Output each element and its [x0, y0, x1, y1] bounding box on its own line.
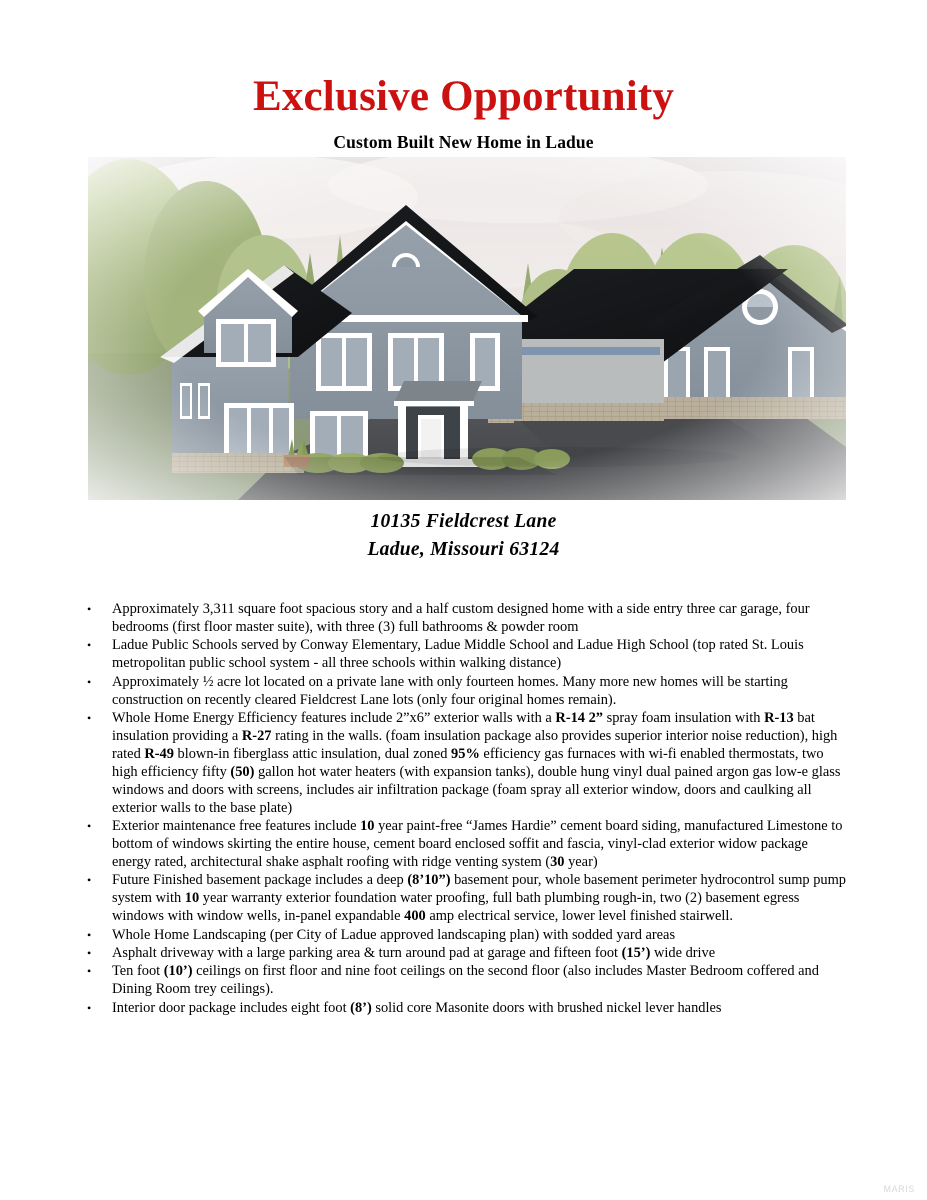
property-rendering-image [88, 157, 846, 500]
address-city-state-zip: Ladue, Missouri 63124 [367, 538, 560, 560]
feature-text: Asphalt driveway with a large parking area & turn around pad at garage and fifteen foot [112, 945, 622, 962]
page-subtitle: Custom Built New Home in Ladue [333, 132, 594, 152]
feature-emphasis: R-49 [144, 745, 174, 762]
feature-text: gallon hot water heaters (with expansion tanks), double hung vinyl dual pained argon gas low-e glass windows and doors with screens, includes air infiltration package (foam spray all exterior window, doors and caulking all exterior walls to the base plate) [112, 763, 841, 816]
feature-emphasis: R-13 [764, 710, 794, 727]
feature-list [84, 601, 849, 1018]
feature-text: Ten foot [112, 963, 164, 980]
feature-text: year warranty exterior foundation water proofing, full bath plumbing rough-in, two (2) basement egress windows with window wells, in-panel expandable [112, 890, 800, 925]
feature-text: Future Finished basement package includes a deep [112, 872, 408, 889]
feature-text: Whole Home Landscaping (per City of Ladue approved landscaping plan) with sodded yard areas [112, 926, 676, 943]
feature-item [84, 818, 849, 872]
house-rendering-svg [88, 157, 846, 500]
feature-text: year paint-free “James Hardie” cement board siding, manufactured Limestone to bottom of windows skirting the entire house, cement board enclosed soffit and fascia, vinyl-clad exterior widow package energy rated, architectural shake asphalt roofing with ridge venting system ( [112, 818, 843, 870]
feature-emphasis: 30 [550, 853, 565, 870]
feature-text: efficiency gas furnaces with wi-fi enabled thermostats, two high efficiency fifty [112, 745, 824, 780]
maris-watermark: MARIS [883, 1184, 915, 1194]
feature-text: Ladue Public Schools served by Conway Elementary, Ladue Middle School and Ladue High School (top rated St. Louis metropolitan public school system - all three schools within walking distance) [112, 637, 804, 672]
feature-text: basement pour, whole basement perimeter hydrocontrol sump pump system with [112, 872, 846, 907]
feature-emphasis: 10 [360, 818, 375, 835]
feature-text: amp electrical service, lower level finished stairwell. [425, 908, 734, 925]
feature-text: bat insulation providing a [112, 710, 815, 744]
feature-text: blown-in fiberglass attic insulation, dual zoned [173, 745, 452, 762]
feature-item [84, 710, 849, 818]
feature-text: wide drive [650, 945, 716, 962]
feature-item [84, 872, 849, 926]
feature-emphasis: 95% [451, 745, 480, 762]
feature-text: Approximately ½ acre lot located on a private lane with only fourteen homes. Many more new homes will be starting construction on recently cleared Fieldcrest Lane lots (only four original homes remain). [112, 673, 788, 708]
feature-text: solid core Masonite doors with brushed nickel lever handles [371, 999, 722, 1016]
feature-item [84, 637, 849, 673]
feature-text: year) [564, 853, 598, 870]
feature-item [84, 945, 849, 963]
feature-text: ceilings on first floor and nine foot ceilings on the second floor (also includes Master Bedroom coffered and Dining Room trey ceilings). [112, 963, 819, 998]
feature-emphasis: (8’) [350, 999, 372, 1016]
page-title: Exclusive Opportunity [252, 73, 675, 120]
feature-item [84, 963, 849, 999]
feature-item [84, 601, 849, 637]
feature-text: Whole Home Energy Efficiency features include 2”x6” exterior walls with a [112, 710, 556, 727]
feature-text: spray foam insulation with [603, 710, 765, 727]
property-address [0, 508, 927, 563]
feature-emphasis: 10 [184, 890, 200, 907]
feature-item [84, 1000, 849, 1018]
feature-emphasis: (8’10”) [407, 872, 451, 889]
feature-text: Interior door package includes eight foot [112, 999, 351, 1016]
feature-emphasis: R-27 [241, 727, 272, 744]
feature-item [84, 927, 849, 945]
feature-emphasis: (10’) [163, 963, 193, 980]
feature-item [84, 674, 849, 710]
feature-emphasis: (15’) [621, 945, 651, 962]
feature-emphasis: 400 [404, 908, 426, 925]
feature-text: Exterior maintenance free features include [112, 818, 361, 835]
address-street: 10135 Fieldcrest Lane [370, 511, 557, 532]
feature-emphasis: (50) [230, 763, 255, 780]
feature-text: rating in the walls. (foam insulation package also provides superior interior noise reduction), high rated [112, 727, 838, 762]
feature-emphasis: R-14 2” [555, 710, 603, 727]
feature-text: Approximately 3,311 square foot spacious story and a half custom designed home with a side entry three car garage, four bedrooms (first floor master suite), with three (3) full bathrooms & powder room [112, 601, 810, 635]
